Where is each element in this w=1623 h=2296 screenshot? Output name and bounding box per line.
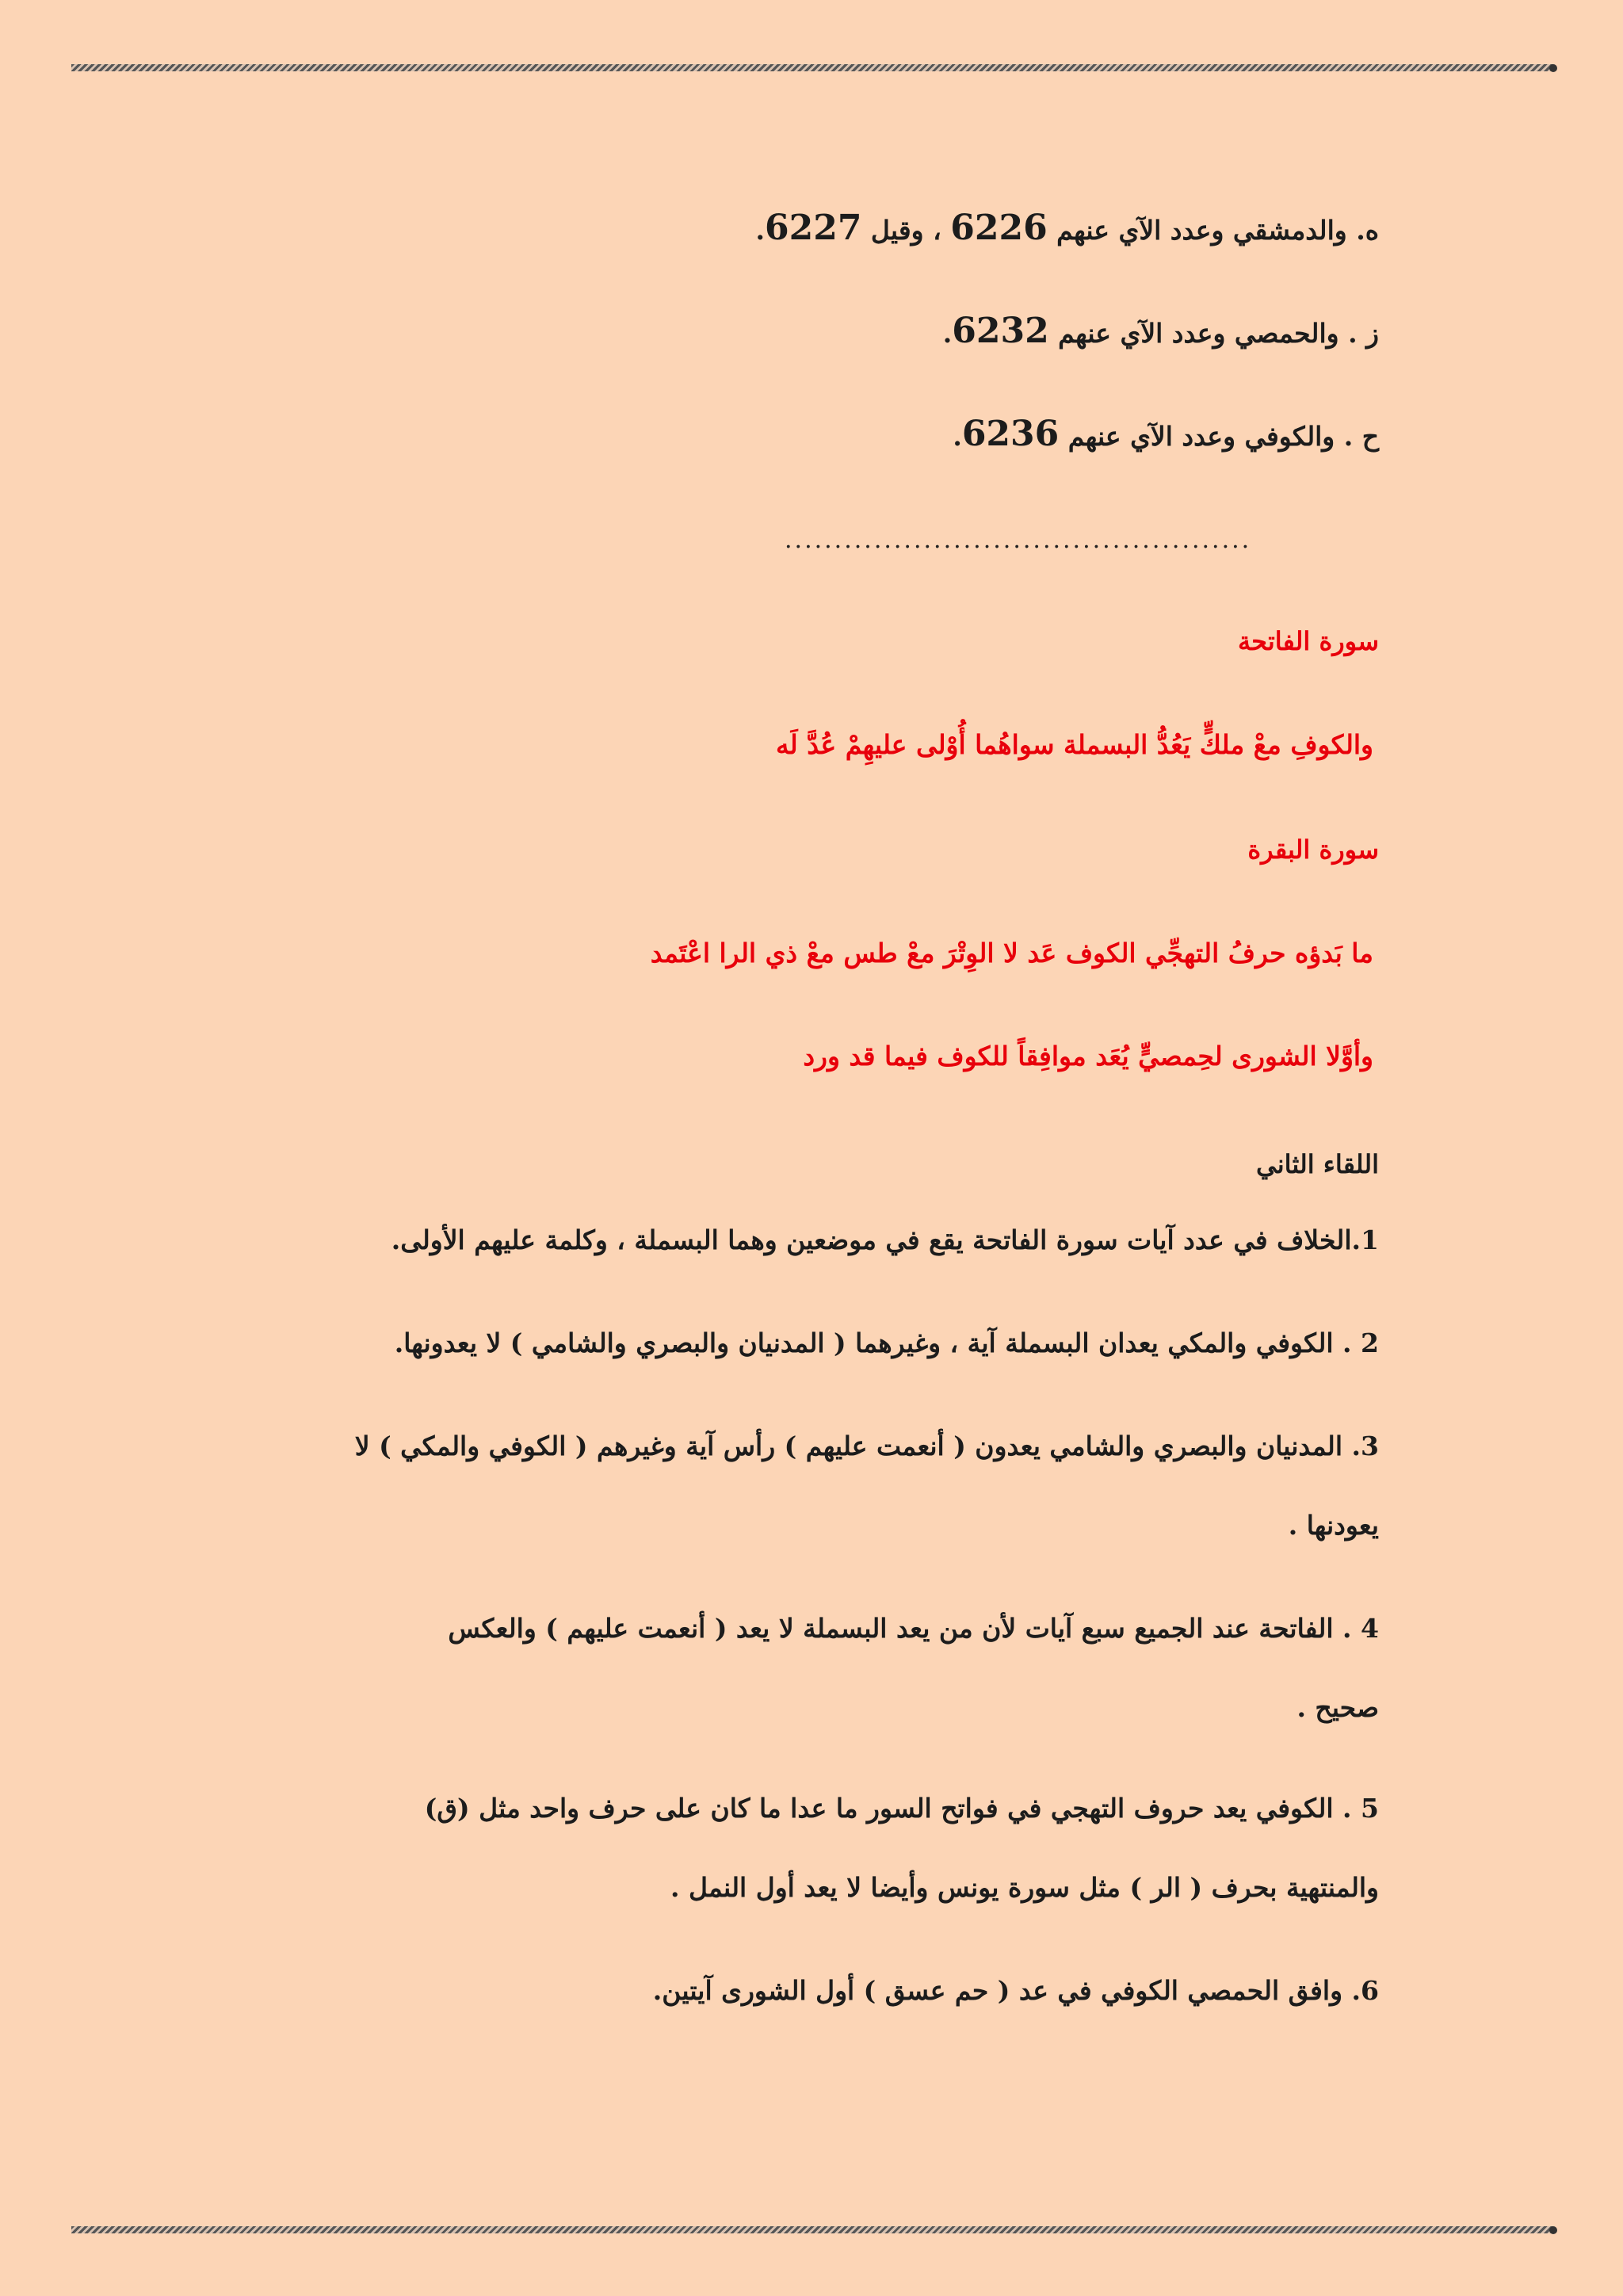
count-label: ح . والكوفي وعدد الآي عنهم xyxy=(1059,421,1379,452)
list-item-3-continuation: يعودنها . xyxy=(1288,1510,1379,1541)
list-item-text: الخلاف في عدد آيات سورة الفاتحة يقع في موضعين وهما البسملة ، وكلمة عليهم الأولى. xyxy=(391,1224,1352,1255)
count-end: . xyxy=(942,318,953,349)
list-item-5-continuation: والمنتهية بحرف ( الر ) مثل سورة يونس وأيضا لا يعد أول النمل . xyxy=(670,1872,1379,1903)
bottom-border-ornament xyxy=(1549,2226,1557,2234)
baqara-verse-2: وأوَّلا الشورى لحِمصيٍّ يُعَد موافِقاً للكوف فيما قد ورد xyxy=(803,1041,1373,1072)
list-item-text: الكوفي والمكي يعدان البسملة آية ، وغيرهما ( المدنيان والبصري والشامي ) لا يعدونها. xyxy=(394,1328,1334,1358)
list-item-6 xyxy=(653,1975,1379,2006)
count-line-himsi xyxy=(943,311,1379,351)
fatiha-title: سورة الفاتحة xyxy=(1238,626,1379,656)
count-value-alt: 6227 xyxy=(764,208,862,248)
list-item-text: وافق الحمصي الكوفي في عد ( حم عسق ) أول الشورى آيتين. xyxy=(652,1975,1343,2006)
list-item-number: 2 . xyxy=(1342,1328,1379,1358)
list-item-number: 3. xyxy=(1351,1431,1379,1461)
count-tail: ، وقيل xyxy=(861,215,951,246)
count-line-kufi xyxy=(953,414,1379,454)
count-line-dimashqi xyxy=(755,208,1379,248)
count-label: ز . والحمصي وعدد الآي عنهم xyxy=(1048,318,1379,349)
second-meeting-title: اللقاء الثاني xyxy=(1256,1149,1379,1179)
list-item-1 xyxy=(391,1224,1379,1255)
count-value: 6232 xyxy=(952,311,1049,351)
count-value: 6236 xyxy=(961,414,1060,454)
count-label: ه. والدمشقي وعدد الآي عنهم xyxy=(1047,215,1379,246)
baqara-title: سورة البقرة xyxy=(1247,835,1379,865)
list-item-2 xyxy=(395,1328,1379,1358)
list-item-number: 1. xyxy=(1351,1224,1379,1255)
top-border-rule xyxy=(71,64,1553,71)
top-border-ornament xyxy=(1549,64,1557,72)
list-item-number: 6. xyxy=(1351,1975,1379,2006)
list-item-number: 4 . xyxy=(1342,1613,1379,1644)
list-item-3 xyxy=(355,1431,1379,1461)
list-item-text: الكوفي يعد حروف التهجي في فواتح السور ما عدا ما كان على حرف واحد مثل (ق) xyxy=(424,1793,1334,1824)
list-item-number: 5 . xyxy=(1342,1793,1379,1824)
fatiha-verse: والكوفِ معْ ملكٍّ يَعُدُّ البسملة سواهُما أُوْلى عليهِمْ عُدَّ لَه xyxy=(775,729,1373,760)
list-item-5 xyxy=(425,1793,1379,1824)
count-value: 6226 xyxy=(950,208,1048,248)
count-end: . xyxy=(755,215,765,246)
baqara-verse-1: ما بَدؤه حرفُ التهجِّي الكوف عَد لا الوِتْرَ معْ طس معْ ذي الرا اعْتَمد xyxy=(650,938,1373,968)
bottom-border-rule xyxy=(71,2226,1553,2233)
list-item-text: المدنيان والبصري والشامي يعدون ( أنعمت عليهم ) رأس آية وغيرهم ( الكوفي والمكي ) لا xyxy=(354,1431,1343,1461)
list-item-text: الفاتحة عند الجميع سبع آيات لأن من يعد البسملة لا يعد ( أنعمت عليهم ) والعكس xyxy=(448,1613,1334,1644)
list-item-4 xyxy=(448,1613,1379,1644)
list-item-4-continuation: صحيح . xyxy=(1296,1692,1379,1723)
dotted-separator: ............................................... xyxy=(785,526,1252,554)
count-end: . xyxy=(953,421,962,452)
